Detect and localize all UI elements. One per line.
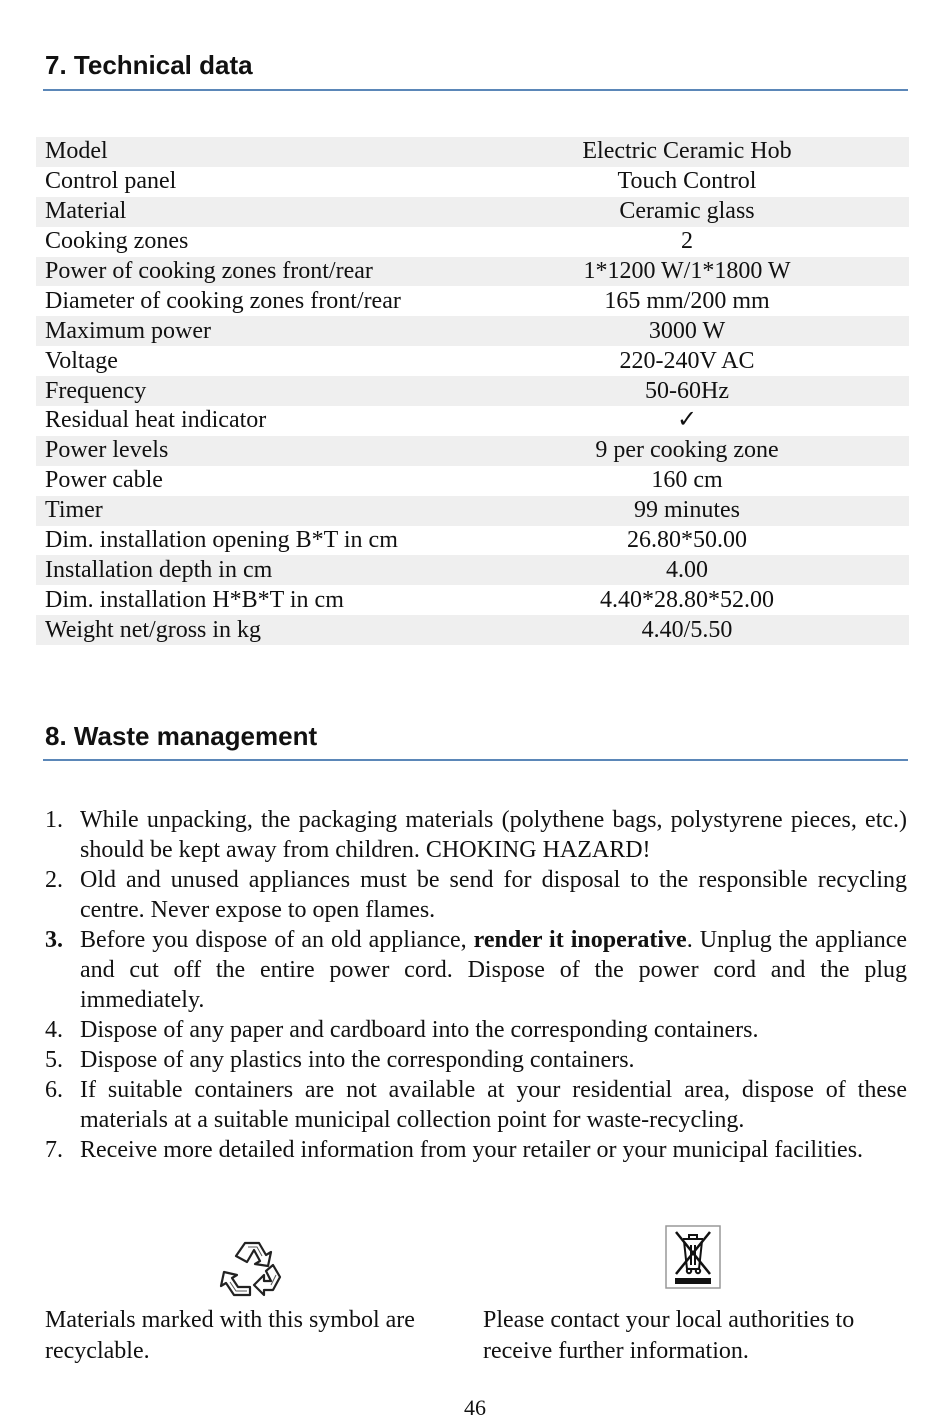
list-item	[45, 1045, 907, 1075]
table-row	[36, 257, 909, 287]
spec-label: Timer	[36, 496, 475, 526]
table-row	[36, 466, 909, 496]
spec-value: 50-60Hz	[475, 376, 909, 406]
item-text-emphasis: render it inoperative	[473, 927, 687, 953]
item-number: 6.	[45, 1077, 63, 1103]
checkmark-icon: ✓	[676, 407, 698, 434]
item-text: If suitable containers are not available at your residential area, dispose of these materials at a suitable municipal collection point for waste-recycling.	[80, 1077, 907, 1133]
item-number: 1.	[45, 807, 63, 833]
table-row	[36, 585, 909, 615]
section-divider	[43, 759, 908, 761]
spec-value: 4.00	[475, 555, 909, 585]
recycle-symbol-caption: Materials marked with this symbol are recyclable.	[45, 1307, 415, 1364]
item-number: 4.	[45, 1017, 63, 1043]
spec-label: Model	[36, 137, 475, 167]
spec-label: Maximum power	[36, 316, 475, 346]
spec-value: 160 cm	[651, 467, 723, 494]
item-number: 3.	[45, 927, 63, 953]
item-text: Before you dispose of an old appliance,	[80, 927, 474, 953]
spec-label: Residual heat indicator	[45, 407, 267, 434]
spec-label: Weight net/gross in kg	[36, 615, 475, 645]
disposal-symbol-caption: Please contact your local authorities to receive further information.	[483, 1307, 855, 1364]
spec-value: Touch Control	[617, 168, 757, 195]
list-item	[45, 1075, 907, 1135]
table-row	[36, 167, 909, 197]
table-row	[36, 496, 909, 526]
table-row	[36, 615, 909, 645]
spec-value: 3000 W	[475, 316, 909, 346]
item-text: . Unplug the appliance and cut off the entire power cord. Dispose of the power cord and the plug immediately.	[80, 927, 907, 1013]
section-divider	[43, 89, 908, 91]
waste-instructions-list	[45, 805, 907, 1165]
table-row	[36, 555, 909, 585]
spec-value: 4.40/5.50	[475, 615, 909, 645]
page-number: 46	[464, 1395, 486, 1420]
item-text: Old and unused appliances must be send for disposal to the responsible recycling centre. Never expose to open flames.	[80, 867, 907, 923]
item-text: Receive more detailed information from your retailer or your municipal facilities.	[80, 1137, 864, 1163]
spec-value: Electric Ceramic Hob	[475, 137, 909, 167]
table-row	[36, 406, 909, 436]
spec-label: Cooking zones	[45, 228, 189, 255]
spec-value: 4.40*28.80*52.00	[600, 586, 774, 613]
spec-label: Power cable	[45, 467, 163, 494]
spec-label: Frequency	[36, 376, 475, 406]
table-row	[36, 346, 909, 376]
spec-label: Control panel	[45, 168, 177, 195]
spec-label: Voltage	[45, 347, 118, 374]
table-row	[36, 137, 909, 167]
table-row	[36, 286, 909, 316]
recycle-icon	[216, 1235, 288, 1301]
table-row	[36, 436, 909, 466]
spec-value: 1*1200 W/1*1800 W	[475, 257, 909, 287]
spec-value: Ceramic glass	[475, 197, 909, 227]
table-row	[36, 197, 909, 227]
spec-value: 26.80*50.00	[627, 527, 747, 554]
list-item	[45, 805, 907, 865]
item-text: Dispose of any paper and cardboard into the corresponding containers.	[80, 1017, 759, 1043]
spec-label: Diameter of cooking zones front/rear	[45, 287, 401, 314]
table-row	[36, 316, 909, 346]
technical-data-heading: 7. Technical data	[45, 50, 253, 80]
spec-label: Dim. installation H*B*T in cm	[45, 586, 344, 613]
spec-value: 9 per cooking zone	[475, 436, 909, 466]
spec-value: 220-240V AC	[619, 347, 755, 374]
spec-label: Material	[36, 197, 475, 227]
spec-label: Installation depth in cm	[36, 555, 475, 585]
item-number: 7.	[45, 1137, 63, 1163]
waste-management-heading: 8. Waste management	[45, 721, 318, 751]
table-row	[36, 376, 909, 406]
table-row	[36, 526, 909, 556]
item-text: While unpacking, the packaging materials (polythene bags, polystyrene pieces, etc.) should be kept away from children. CHOKING HAZARD!	[80, 807, 907, 863]
list-item	[45, 1015, 907, 1045]
item-number: 5.	[45, 1047, 63, 1073]
spec-value: 2	[681, 228, 693, 255]
technical-data-table	[36, 137, 909, 645]
table-row	[36, 227, 909, 257]
list-item	[45, 1135, 907, 1165]
item-text: Dispose of any plastics into the corresponding containers.	[80, 1047, 635, 1073]
spec-value: 165 mm/200 mm	[604, 287, 770, 314]
list-item	[45, 865, 907, 925]
spec-label: Power of cooking zones front/rear	[36, 257, 475, 287]
crossed-out-bin-icon	[665, 1225, 721, 1289]
spec-value: 99 minutes	[475, 496, 909, 526]
spec-label: Power levels	[36, 436, 475, 466]
list-item	[45, 925, 907, 1015]
item-number: 2.	[45, 867, 63, 893]
spec-label: Dim. installation opening B*T in cm	[45, 527, 398, 554]
